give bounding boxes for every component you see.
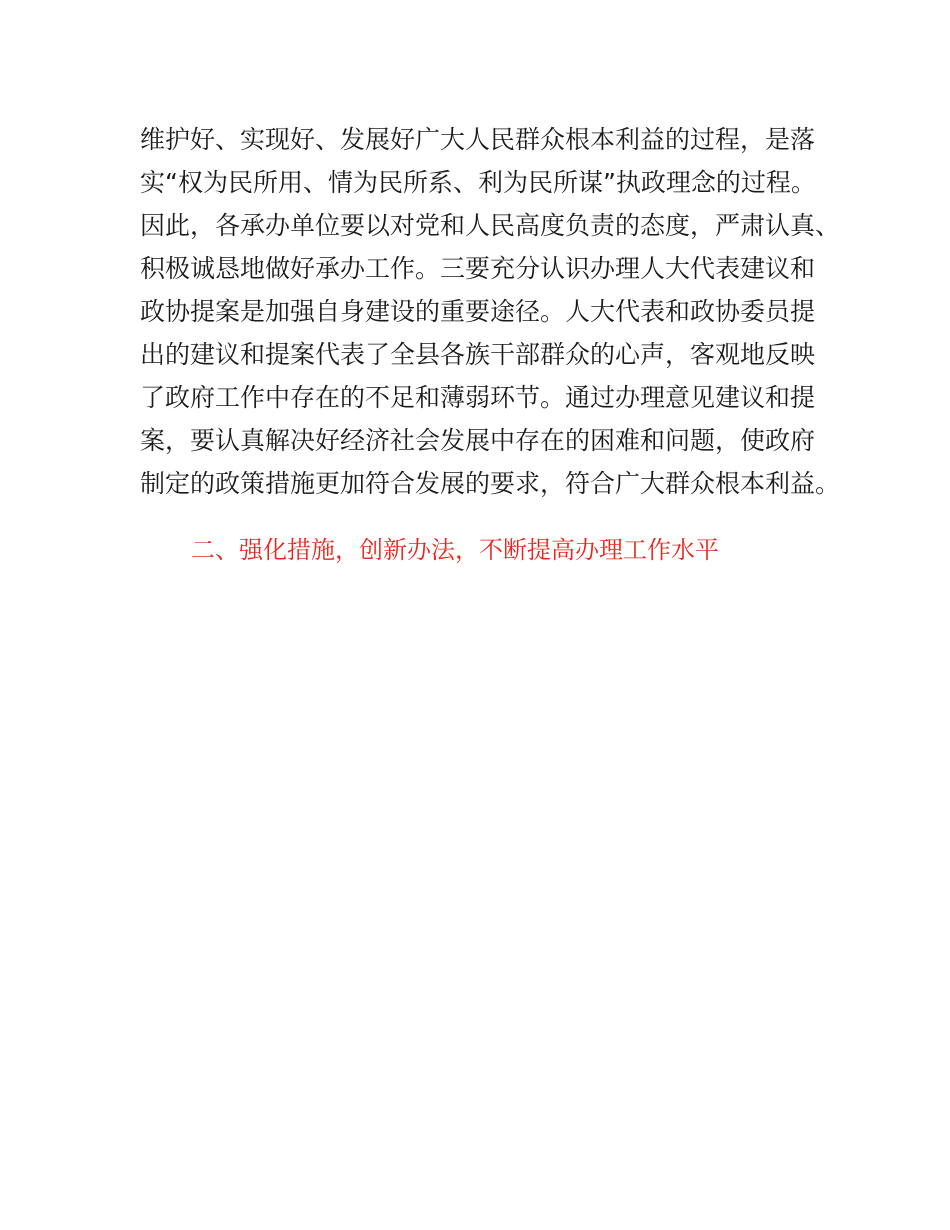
body-paragraph xyxy=(140,118,840,505)
paragraph-line: 出的建议和提案代表了全县各族干部群众的心声，客观地反映 xyxy=(140,340,816,369)
paragraph-line: 积极诚恳地做好承办工作。三要充分认识办理人大代表建议和 xyxy=(140,254,816,283)
paragraph-line: 案，要认真解决好经济社会发展中存在的困难和问题，使政府 xyxy=(140,426,816,455)
paragraph-line: 实“权为民所用、情为民所系、利为民所谋”执政理念的过程。 xyxy=(140,168,816,197)
paragraph-line: 维护好、实现好、发展好广大人民群众根本利益的过程，是落 xyxy=(140,125,816,154)
paragraph-line: 政协提案是加强自身建设的重要途径。人大代表和政协委员提 xyxy=(140,297,816,326)
paragraph-line: 制定的政策措施更加符合发展的要求，符合广大群众根本利益。 xyxy=(140,469,841,498)
paragraph-line: 因此，各承办单位要以对党和人民高度负责的态度，严肃认真、 xyxy=(140,211,841,240)
paragraph-line: 了政府工作中存在的不足和薄弱环节。通过办理意见建议和提 xyxy=(140,383,816,412)
section-heading: 二、强化措施，创新办法，不断提高办理工作水平 xyxy=(191,536,719,564)
